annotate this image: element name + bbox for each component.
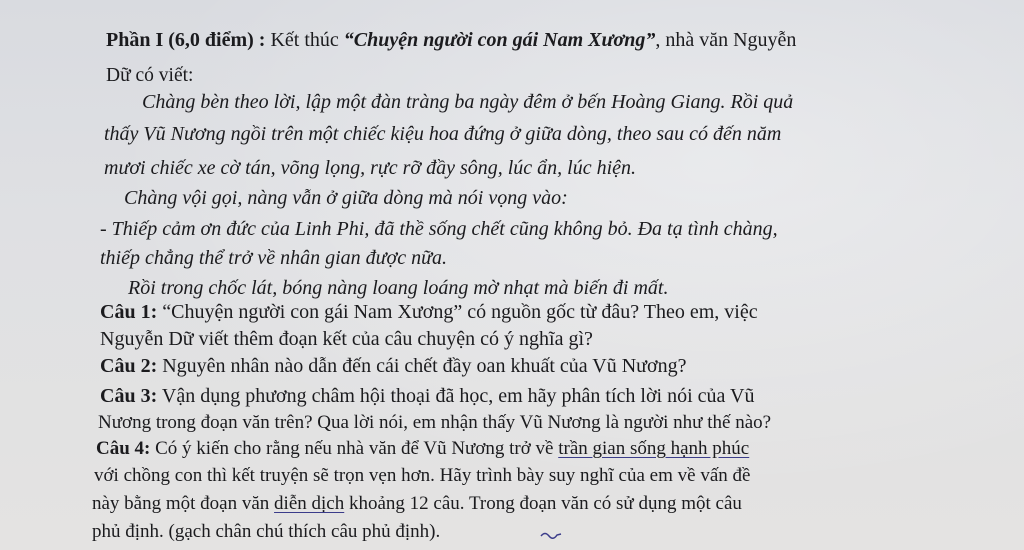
- question-4-cont: phủ định. (gạch chân chú thích câu phủ định).: [92, 521, 441, 542]
- question-label: Câu 3:: [100, 385, 158, 407]
- question-label: Câu 2:: [100, 355, 158, 377]
- question-text: này bằng một đoạn văn: [92, 493, 275, 514]
- question-4-cont: [92, 494, 742, 513]
- question-3-cont: Nương trong đoạn văn trên? Qua lời nói, em nhận thấy Vũ Nương là người như thế nào?: [98, 412, 772, 433]
- question-text: khoảng 12 câu. Trong đoạn văn có sử dụng một câu: [344, 493, 742, 514]
- underlined-word: diễn dịch: [274, 493, 345, 514]
- excerpt-line: Rồi trong chốc lát, bóng nàng loang loáng mờ nhạt mà biến đi mất.: [128, 277, 669, 299]
- part-heading: [106, 30, 796, 50]
- excerpt-line: - Thiếp cảm ơn đức của Linh Phi, đã thề sống chết cũng không bỏ. Đa tạ tình chàng,: [100, 218, 778, 240]
- underlined-phrase: trần gian sống hạnh phúc: [558, 438, 750, 459]
- question-2: [100, 356, 686, 376]
- excerpt-line: Chàng bèn theo lời, lập một đàn tràng ba ngày đêm ở bến Hoàng Giang. Rồi quả: [142, 91, 794, 113]
- part-label: Phần I (6,0 điểm) :: [106, 29, 266, 51]
- question-label: Câu 4:: [96, 438, 151, 459]
- excerpt-line: mươi chiếc xe cờ tán, võng lọng, rực rỡ đầy sông, lúc ẩn, lúc hiện.: [104, 157, 637, 179]
- question-text: “Chuyện người con gái Nam Xương” có nguồn gốc từ đâu? Theo em, việc: [157, 301, 758, 323]
- question-4-cont: với chồng con thì kết truyện sẽ trọn vẹn hơn. Hãy trình bày suy nghĩ của em về vấn đề: [94, 465, 751, 486]
- intro-line-2: Dữ có viết:: [106, 65, 194, 86]
- work-title: “Chuyện người con gái Nam Xương”: [343, 29, 656, 51]
- question-text: Có ý kiến cho rằng nếu nhà văn để Vũ Nương trở về: [150, 438, 559, 459]
- question-1: [100, 302, 758, 322]
- intro-rest: , nhà văn Nguyễn: [655, 29, 797, 51]
- excerpt-line: thiếp chẳng thể trở về nhân gian được nữa.: [100, 247, 447, 269]
- pen-scribble-mark: [540, 530, 562, 540]
- question-1-cont: Nguyễn Dữ viết thêm đoạn kết của câu chuyện có ý nghĩa gì?: [100, 328, 593, 350]
- question-text: Vận dụng phương châm hội thoại đã học, em hãy phân tích lời nói của Vũ: [157, 385, 755, 407]
- question-label: Câu 1:: [100, 301, 158, 323]
- intro-text: Kết thúc: [265, 29, 344, 51]
- excerpt-line: Chàng vội gọi, nàng vẫn ở giữa dòng mà nói vọng vào:: [124, 187, 568, 209]
- question-3: [100, 386, 754, 406]
- question-4: [96, 439, 749, 458]
- question-text: Nguyên nhân nào dẫn đến cái chết đầy oan khuất của Vũ Nương?: [157, 355, 687, 377]
- excerpt-line: thấy Vũ Nương ngồi trên một chiếc kiệu hoa đứng ở giữa dòng, theo sau có đến năm: [104, 123, 782, 145]
